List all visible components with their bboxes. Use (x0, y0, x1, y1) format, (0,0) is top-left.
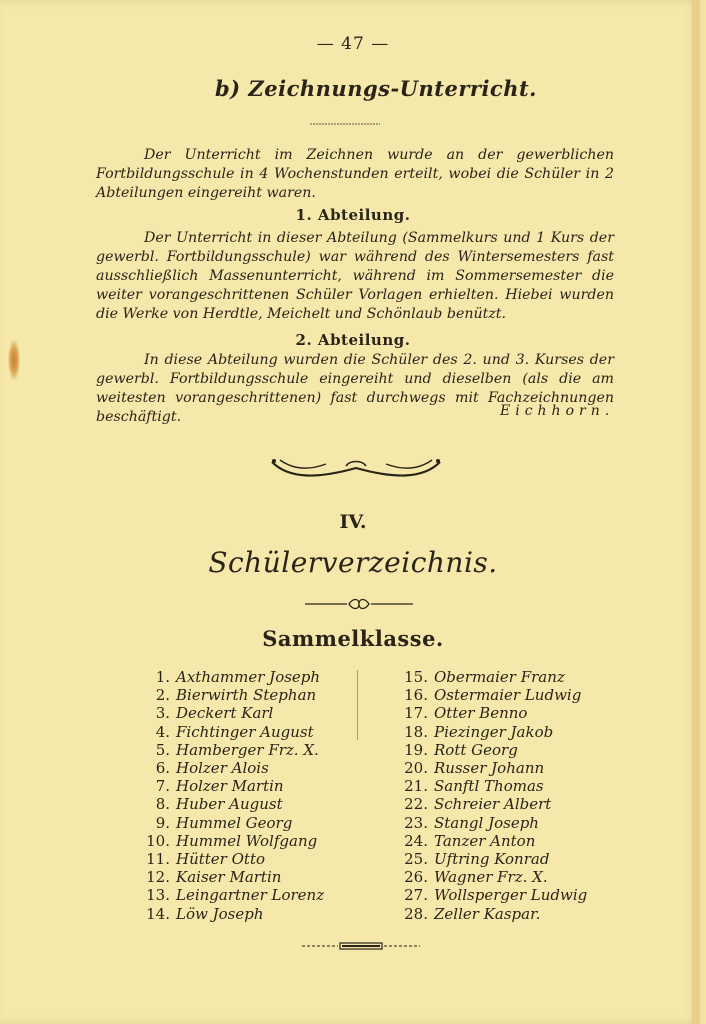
student-name: Huber August (176, 795, 283, 814)
student-entry (140, 886, 350, 904)
student-entry (398, 723, 618, 741)
student-entry (140, 850, 350, 868)
student-entry (140, 814, 350, 832)
student-name: Otter Benno (434, 704, 528, 723)
abteilung-1-paragraph (96, 229, 614, 324)
student-entry (398, 832, 618, 850)
student-name: Stangl Joseph (434, 813, 539, 832)
student-entry (398, 777, 618, 795)
small-divider-rule (310, 122, 380, 126)
student-name: Sanftl Thomas (434, 777, 544, 796)
intro-text: Der Unterricht im Zeichnen wurde an der gewerblichen Fortbildungsschule in 4 Wochenstunden erteilt, wobei die Schüler in 2 Abteilungen eingereiht waren. (96, 147, 614, 201)
abteilung-2-text: In diese Abteilung wurden die Schüler des 2. und 3. Kurses der gewerbl. Fortbildungsschule eingereiht und dieselben (als die am weitesten vorangeschrittenen) fast durchwegs mit Fachzeichnungen beschäftigt. (96, 352, 614, 425)
student-name: Holzer Alois (176, 759, 269, 778)
student-name: Piezinger Jakob (434, 722, 554, 741)
student-number: 26. (404, 868, 428, 887)
student-number: 27. (404, 886, 428, 905)
student-number: 15. (404, 668, 428, 686)
student-entry (140, 723, 350, 741)
student-name: Löw Joseph (176, 904, 264, 923)
student-entry (398, 668, 618, 686)
student-entry (140, 686, 350, 704)
student-number: 7. (155, 777, 170, 796)
student-entry (140, 777, 350, 795)
student-number: 1. (155, 668, 170, 686)
signature: Eichhorn. (500, 403, 615, 419)
student-name: Hummel Georg (176, 813, 293, 832)
abteilung-1-heading: 1. Abteilung. (295, 206, 411, 224)
student-name: Bierwirth Stephan (176, 686, 317, 705)
student-entry (398, 686, 618, 704)
student-number: 21. (404, 777, 428, 796)
student-entry (140, 668, 350, 686)
intro-paragraph (96, 146, 614, 203)
student-number: 28. (404, 904, 428, 923)
student-name: Tanzer Anton (434, 831, 536, 850)
student-number: 4. (155, 722, 170, 741)
student-name: Fichtinger August (176, 722, 314, 741)
student-name: Ostermaier Ludwig (434, 686, 582, 705)
student-entry (398, 704, 618, 722)
page-number: — 47 — (316, 34, 390, 54)
student-entry (398, 886, 618, 904)
student-name: Deckert Karl (176, 704, 274, 723)
student-list-right (398, 668, 618, 923)
student-name: Wagner Frz. X. (434, 868, 548, 887)
student-entry (398, 868, 618, 886)
student-name: Zeller Kaspar. (434, 904, 541, 923)
student-number: 13. (146, 886, 170, 905)
student-entry (398, 741, 618, 759)
student-name: Kaiser Martin (176, 868, 282, 887)
student-entry (140, 795, 350, 813)
student-entry (398, 759, 618, 777)
student-number: 6. (155, 759, 170, 778)
student-number: 10. (146, 831, 170, 850)
student-entry (140, 759, 350, 777)
flourish-ornament (270, 452, 442, 482)
student-number: 20. (404, 759, 428, 778)
student-number: 2. (155, 686, 170, 705)
student-name: Uftring Konrad (434, 850, 550, 869)
student-name: Axthammer Joseph (176, 668, 321, 686)
chapter-title: Schülerverzeichnis. (208, 546, 498, 579)
student-name: Schreier Albert (434, 795, 552, 814)
student-name: Obermaier Franz (434, 668, 565, 686)
student-entry (140, 832, 350, 850)
student-number: 18. (404, 722, 428, 741)
student-entry (140, 704, 350, 722)
student-number: 17. (404, 704, 428, 723)
student-number: 24. (404, 831, 428, 850)
student-number: 22. (404, 795, 428, 814)
student-entry (140, 905, 350, 923)
student-name: Russer Johann (434, 759, 545, 778)
student-name: Hamberger Frz. X. (176, 740, 319, 759)
bottom-ornament (302, 940, 420, 952)
student-number: 8. (155, 795, 170, 814)
student-name: Rott Georg (434, 740, 518, 759)
student-entry (398, 905, 618, 923)
chapter-roman-numeral: IV. (339, 511, 367, 533)
class-heading: Sammelklasse. (262, 626, 444, 651)
student-name: Hummel Wolfgang (176, 831, 318, 850)
section-b-title: b) Zeichnungs-Unterricht. (215, 76, 537, 101)
student-entry (140, 741, 350, 759)
student-entry (398, 795, 618, 813)
student-number: 16. (404, 686, 428, 705)
student-number: 19. (404, 740, 428, 759)
column-divider (357, 670, 358, 740)
student-list-left (140, 668, 350, 923)
divider-ornament (305, 597, 413, 611)
student-name: Wollsperger Ludwig (434, 886, 588, 905)
student-name: Hütter Otto (176, 850, 265, 869)
student-number: 14. (146, 904, 170, 923)
student-entry (398, 814, 618, 832)
student-entry (140, 868, 350, 886)
student-number: 12. (146, 868, 170, 887)
student-number: 3. (155, 704, 170, 723)
student-name: Holzer Martin (176, 777, 284, 796)
student-number: 23. (404, 813, 428, 832)
student-name: Leingartner Lorenz (176, 886, 325, 905)
student-number: 11. (146, 850, 170, 869)
student-number: 25. (404, 850, 428, 869)
student-number: 5. (155, 740, 170, 759)
student-number: 9. (155, 813, 170, 832)
abteilung-2-heading: 2. Abteilung. (295, 331, 411, 349)
student-entry (398, 850, 618, 868)
abteilung-1-text: Der Unterricht in dieser Abteilung (Sammelkurs und 1 Kurs der gewerbl. Fortbildungsschule) war während des Wintersemesters fast ausschließlich Massenunterricht, während im Sommersemester die weiter vorangeschrittenen Schüler Vorlagen erhielten. Hiebei wurden die Werke von Herdtle, Meichelt und Schönlaub benützt. (96, 230, 614, 322)
